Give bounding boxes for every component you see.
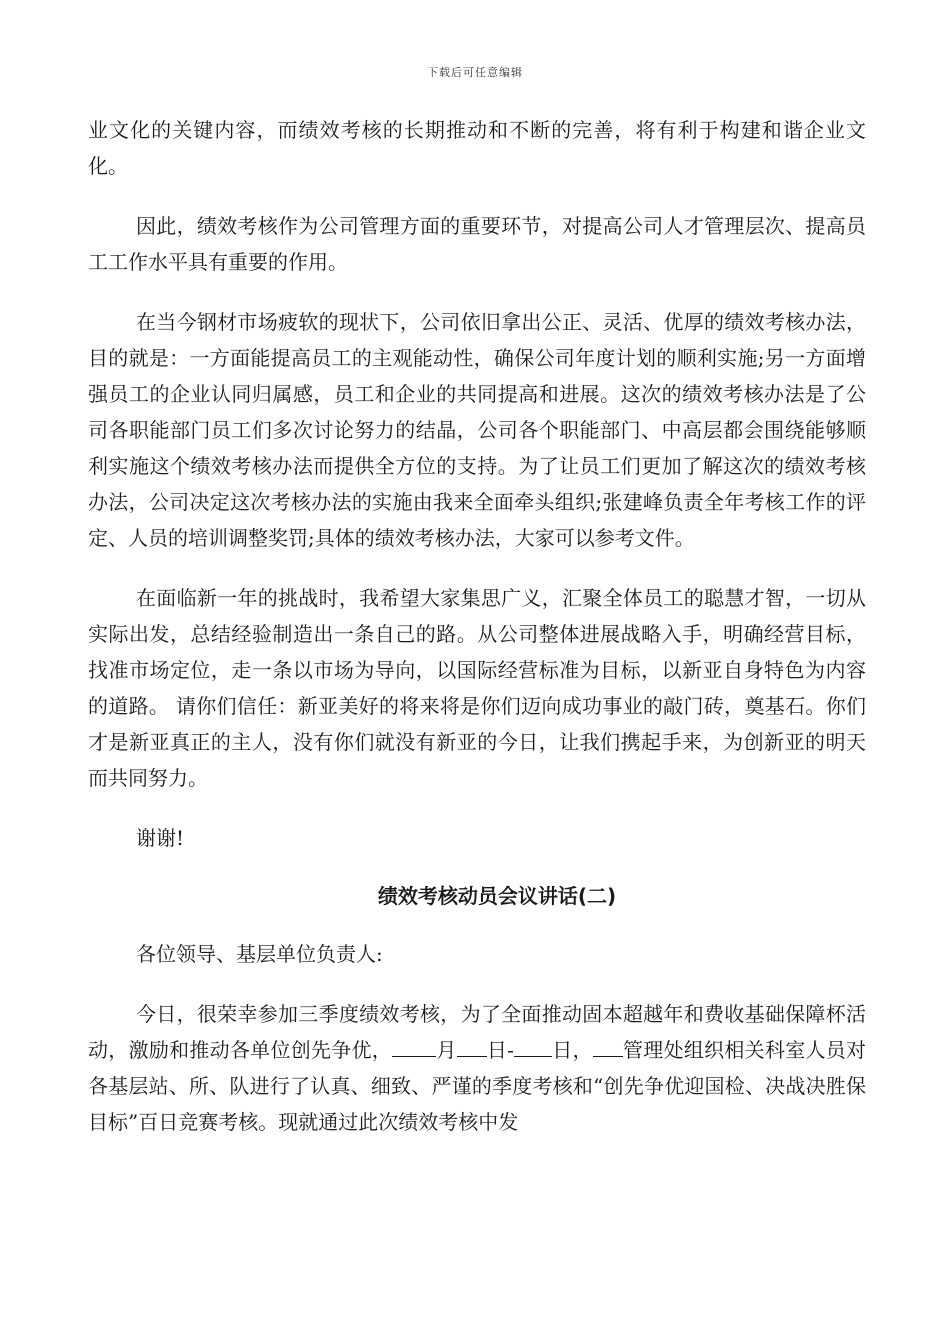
paragraph-4: 在面临新一年的挑战时，我希望大家集思广义，汇聚全体员工的聪慧才智，一切从实际出发，总结经验制造出一条自己的路。从公司整体进展战略入手，明确经营目标，找准市场定位，走一条以市场为导向，以国际经营标准为目标，以新亚自身特色为内容的道路。 请你们信任：新亚美好的将来将是你们迈向成功事业的敲门砖，奠基石。你们才是新亚真正的主人，没有你们就没有新亚的今日，让我们携起手来，为创新亚的明天而共同努力。 (88, 586, 866, 790)
body-part-1: 今日，很荣幸参加三季度绩效考核，为了全面推动固本超越年和费收基础保障杯活动，激励和推动各单位创先争优， (88, 1002, 866, 1062)
day2-label: 日， (551, 1038, 593, 1062)
paragraph-1: 业文化的关键内容，而绩效考核的长期推动和不断的完善，将有利于构建和谐企业文化。 (88, 118, 866, 178)
month-blank (392, 1036, 436, 1057)
day2-blank (514, 1036, 552, 1057)
document-body (88, 112, 866, 1164)
month-label: 月 (436, 1038, 457, 1062)
body-part-2: 管理处组织相关科室人员对各基层站、所、队进行了认真、细致、严谨的季度考核和“创先争优迎国检、决战决胜保目标”百日竞赛考核。现就通过此次绩效考核中发 (88, 1038, 867, 1134)
day-blank (457, 1036, 487, 1057)
page-header-note: 下载后可任意编辑 (427, 66, 523, 79)
section-title: 绩效考核动员会议讲话(二) (377, 884, 617, 908)
paragraph-2: 因此，绩效考核作为公司管理方面的重要环节，对提高公司人才管理层次、提高员工工作水平具有重要的作用。 (88, 214, 866, 274)
paragraph-thanks: 谢谢! (136, 826, 185, 850)
office-blank (593, 1036, 623, 1057)
paragraph-section2-body (88, 996, 866, 1140)
day-label: 日- (486, 1038, 514, 1062)
greeting: 各位领导、基层单位负责人: (136, 942, 383, 966)
paragraph-3: 在当今钢材市场疲软的现状下，公司依旧拿出公正、灵活、优厚的绩效考核办法，目的就是：一方面能提高员工的主观能动性，确保公司年度计划的顺利实施;另一方面增强员工的企业认同归属感，员工和企业的共同提高和进展。这次的绩效考核办法是了公司各职能部门员工们多次讨论努力的结晶，公司各个职能部门、中高层都会围绕能够顺利实施这个绩效考核办法而提供全方位的支持。为了让员工们更加了解这次的绩效考核办法，公司决定这次考核办法的实施由我来全面牵头组织;张建峰负责全年考核工作的评定、人员的培训调整奖罚;具体的绩效考核办法，大家可以参考文件。 (88, 310, 866, 550)
